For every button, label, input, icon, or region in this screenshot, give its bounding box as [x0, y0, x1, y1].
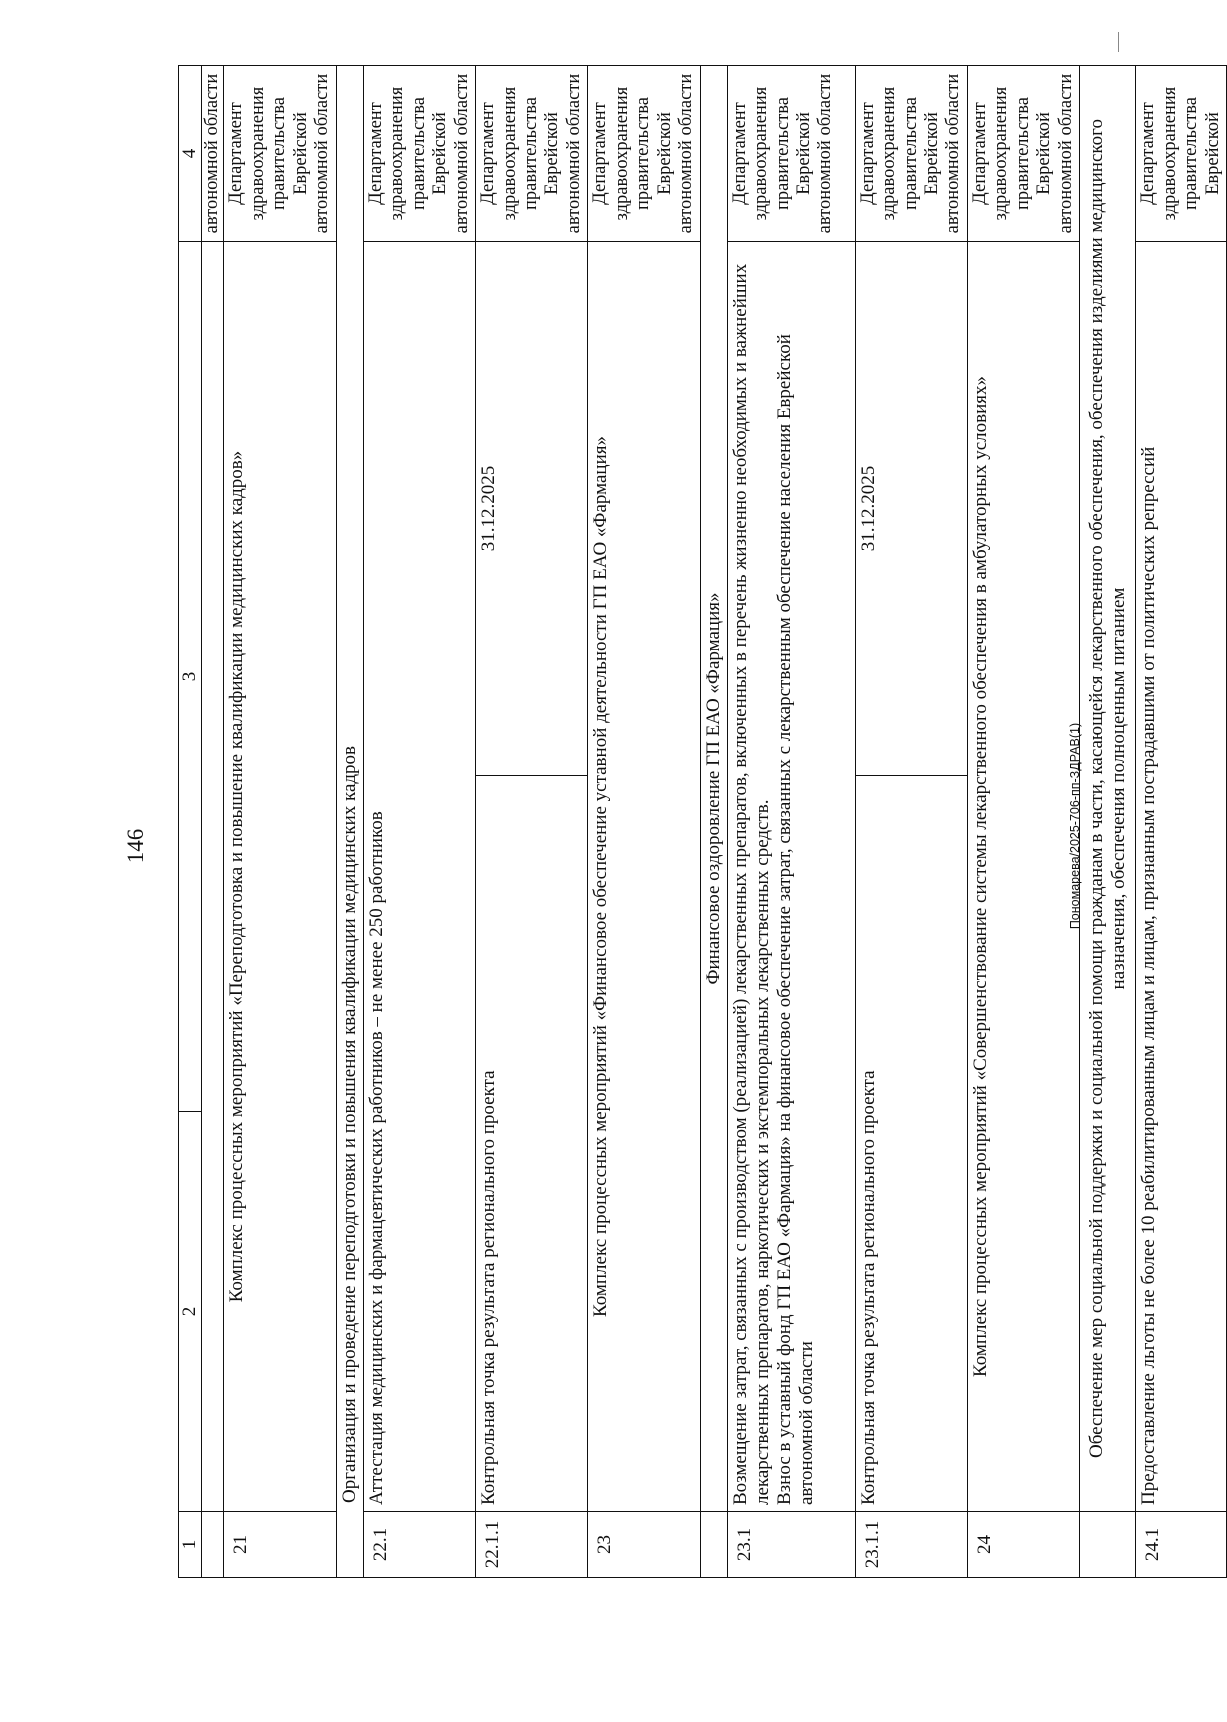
- col-header-3: 3: [179, 242, 202, 1112]
- department-cell: Департамент здравоохранения правительства Еврейской автономной области: [967, 66, 1079, 242]
- row-description: Комплекс процессных мероприятий «Переподготовка и повышение квалификации медицинских кадров»: [224, 242, 336, 1512]
- row-description: [727, 242, 855, 1512]
- section-row: [700, 66, 727, 1578]
- row-description: Комплекс процессных мероприятий «Финансовое обеспечение уставной деятельности ГП ЕАО «Фармация»: [588, 242, 700, 1512]
- section-title: Организация и проведение переподготовки и повышения квалификации медицинских кадров: [336, 66, 363, 1578]
- row-description: Аттестация медицинских и фармацевтических работников – не менее 250 работников: [363, 242, 475, 1512]
- checkpoint-row: [476, 66, 588, 1578]
- row-number: 23: [588, 1512, 700, 1578]
- document-code: Пономарева/2025-706-пп-ЗДРАВ(1): [1068, 722, 1082, 930]
- department-cell: Департамент здравоохранения правительства Еврейской автономной области: [224, 66, 336, 242]
- col-header-2: 2: [179, 1112, 202, 1512]
- row-number: 22.1.1: [476, 1512, 588, 1578]
- table-row: [967, 66, 1079, 1578]
- table-row: [588, 66, 700, 1578]
- table-row: [202, 66, 224, 1578]
- measures-table: [178, 65, 1227, 1578]
- row-description: Контрольная точка результата регионального проекта: [476, 776, 588, 1512]
- row-description: Предоставление льготы не более 10 реабилитированным лицам и лицам, признанным пострадавшими от политических репрессий: [1136, 242, 1227, 1512]
- row-number: 22.1: [363, 1512, 475, 1578]
- description-line: Возмещение затрат, связанных с производством (реализацией) лекарственных препаратов, включенных в перечень жизненно необходимых и важнейших лекарственных препаратов, наркотических и экстемпоральных лекарственных средств.: [729, 263, 773, 1505]
- checkpoint-date: 31.12.2025: [476, 242, 588, 776]
- table-row: [363, 66, 475, 1578]
- description-line: Взнос в уставный фонд ГП ЕАО «Фармация» на финансовое обеспечение затрат, связанных с лекарственным обеспечение населения Еврейской автономной области: [773, 334, 817, 1505]
- corner-mark: [1118, 32, 1119, 52]
- page-number: 146: [123, 828, 148, 864]
- department-cell: автономной области: [202, 66, 224, 242]
- checkpoint-row: [855, 66, 967, 1578]
- department-cell: Департамент здравоохранения правительства Еврейской автономной области: [588, 66, 700, 242]
- table-row: [727, 66, 855, 1578]
- section-title: Финансовое оздоровление ГП ЕАО «Фармация»: [700, 66, 727, 1512]
- col-header-1: 1: [179, 1512, 202, 1578]
- department-cell: Департамент здравоохранения правительства Еврейской: [1136, 66, 1227, 242]
- table-row: [1136, 66, 1227, 1578]
- row-description: Комплекс процессных мероприятий «Совершенствование системы лекарственного обеспечения в амбулаторных условиях»: [967, 242, 1079, 1512]
- row-description: Контрольная точка результата регионального проекта: [855, 776, 967, 1512]
- col-header-4: 4: [179, 66, 202, 242]
- row-number: 23.1.1: [855, 1512, 967, 1578]
- row-number: 21: [224, 1512, 336, 1578]
- department-cell: Департамент здравоохранения правительства Еврейской автономной области: [855, 66, 967, 242]
- row-number: 24.1: [1136, 1512, 1227, 1578]
- department-cell: Департамент здравоохранения правительства Еврейской автономной области: [363, 66, 475, 242]
- section-title: Обеспечение мер социальной поддержки и социальной помощи гражданам в части, касающейся лекарственного обеспечения, обеспечения изделиями медицинского назначения, обеспечения полноценным питанием: [1080, 66, 1136, 1512]
- row-number: 24: [967, 1512, 1079, 1578]
- section-row: [1080, 66, 1136, 1578]
- checkpoint-date: 31.12.2025: [855, 242, 967, 776]
- department-cell: Департамент здравоохранения правительства Еврейской автономной области: [727, 66, 855, 242]
- row-number: 23.1: [727, 1512, 855, 1578]
- section-row: [336, 66, 363, 1578]
- column-header-row: [179, 66, 202, 1578]
- department-cell: Департамент здравоохранения правительства Еврейской автономной области: [476, 66, 588, 242]
- table-row: [224, 66, 336, 1578]
